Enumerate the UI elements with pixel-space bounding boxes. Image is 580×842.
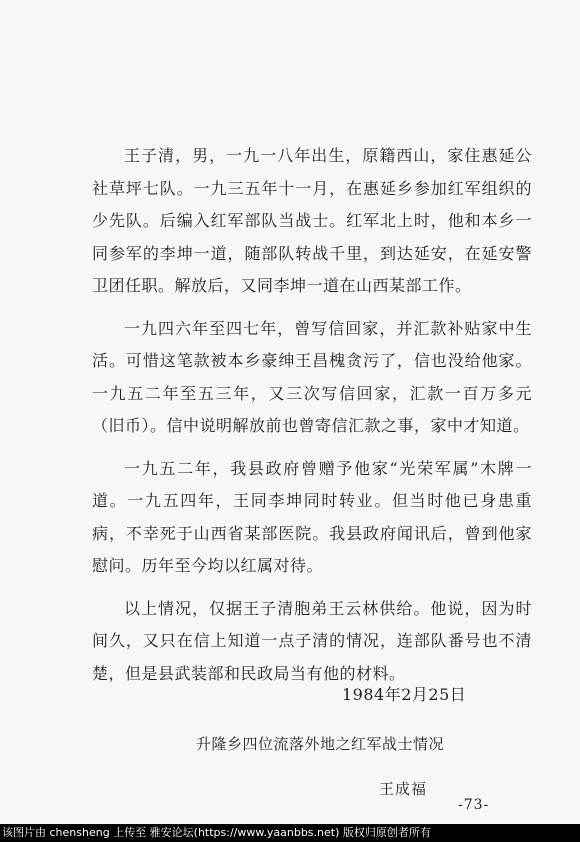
document-date: 1984年2月25日	[342, 685, 467, 704]
author-name: 王成福	[379, 780, 428, 798]
paragraph-4: 以上情况，仅据王子清胞弟王云林供给。他说，因为时间久，又只在信上知道一点子清的情况，连部队番号也不清楚，但是县武装部和民政局当有他的材料。	[92, 598, 532, 683]
watermark-bar: 该图片由 chensheng 上传至 雅安论坛(https://www.yaanbbs.net) 版权归原创者所有	[0, 824, 580, 842]
document-body	[92, 140, 532, 700]
paragraph-3: 一九五二年，我县政府曾赠予他家“光荣军属”木牌一道。一九五四年，王同李坤同时转业。但当时他已身患重病，不幸死于山西省某部医院。我县政府闻讯后，曾到他家慰问。历年至今均以红属对待。	[92, 458, 532, 575]
paragraph-2: 一九四六年至四七年，曾写信回家，并汇款补贴家中生活。可惜这笔款被本乡豪绅王昌槐贪污了，信也没给他家。一九五二年至五三年，又三次写信回家，汇款一百万多元（旧币）。信中说明解放前也曾寄信汇款之事，家中才知道。	[92, 318, 532, 435]
page-number: -73-	[458, 797, 490, 813]
section-subtitle: 升隆乡四位流落外地之红军战士情况	[196, 735, 445, 753]
paragraph-1: 王子清，男，一九一八年出生，原籍西山，家住惠延公社草坪七队。一九三五年十一月，在惠延乡参加红军组织的少先队。后编入红军部队当战士。红军北上时，他和本乡一同参军的李坤一道，随部队转战千里，到达延安，在延安警卫团任职。解放后，又同李坤一道在山西某部工作。	[92, 146, 532, 295]
